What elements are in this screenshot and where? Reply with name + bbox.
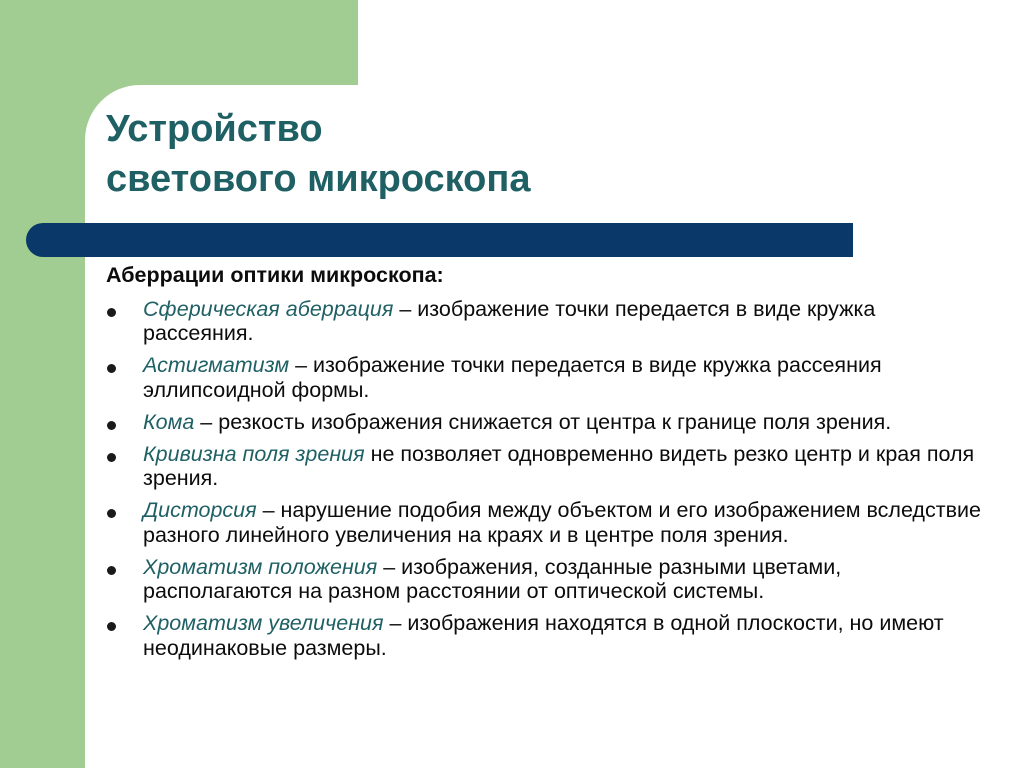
slide-title xyxy=(106,104,530,204)
list-item xyxy=(106,611,986,660)
list-item-term: Хроматизм положения xyxy=(143,554,378,579)
bullet-icon xyxy=(107,566,116,575)
bullet-icon xyxy=(107,509,116,518)
list-item-term: Кома xyxy=(143,409,195,434)
bullet-icon xyxy=(107,308,116,317)
list-item-description: – изображение точки передается в виде кружка рассеяния. xyxy=(143,296,876,345)
bullet-icon xyxy=(107,453,116,462)
bullet-icon xyxy=(107,622,116,631)
section-heading: Аберрации оптики микроскопа: xyxy=(106,263,444,287)
list-item-description: – резкость изображения снижается от центра к границе поля зрения. xyxy=(194,409,892,434)
list-item xyxy=(106,410,986,435)
list-item xyxy=(106,555,986,604)
bullet-icon xyxy=(107,364,116,373)
list-item-description: – изображения, созданные разными цветами, располагаются на разном расстоянии от оптической системы. xyxy=(143,554,842,603)
list-item xyxy=(106,498,986,547)
list-item xyxy=(106,353,986,402)
list-item-description: – изображения находятся в одной плоскости, но имеют неодинаковые размеры. xyxy=(143,611,944,660)
list-item xyxy=(106,442,986,491)
list-item-description: не позволяет одновременно видеть резко центр и края поля зрения. xyxy=(143,441,975,490)
list-item xyxy=(106,297,986,346)
list-item-description: – нарушение подобия между объектом и его изображением вследствие разного линейного увеличения на краях и в центре поля зрения. xyxy=(143,498,981,547)
list-item-term: Дисторсия xyxy=(143,498,257,522)
title-line-2: светового микроскопа xyxy=(106,158,531,200)
title-line-1: Устройство xyxy=(106,108,323,150)
list-item-term: Сферическая аберрация xyxy=(143,296,394,321)
list-item-term: Астигматизм xyxy=(143,353,290,377)
list-item-description: – изображение точки передается в виде кружка рассеяния эллипсоидной формы. xyxy=(143,353,882,402)
aberration-list xyxy=(106,297,986,661)
slide-body xyxy=(106,263,986,668)
bullet-icon xyxy=(107,421,116,430)
list-item-term: Хроматизм увеличения xyxy=(143,611,384,635)
navy-divider-bar xyxy=(26,223,853,257)
list-item-term: Кривизна поля зрения xyxy=(143,441,365,466)
